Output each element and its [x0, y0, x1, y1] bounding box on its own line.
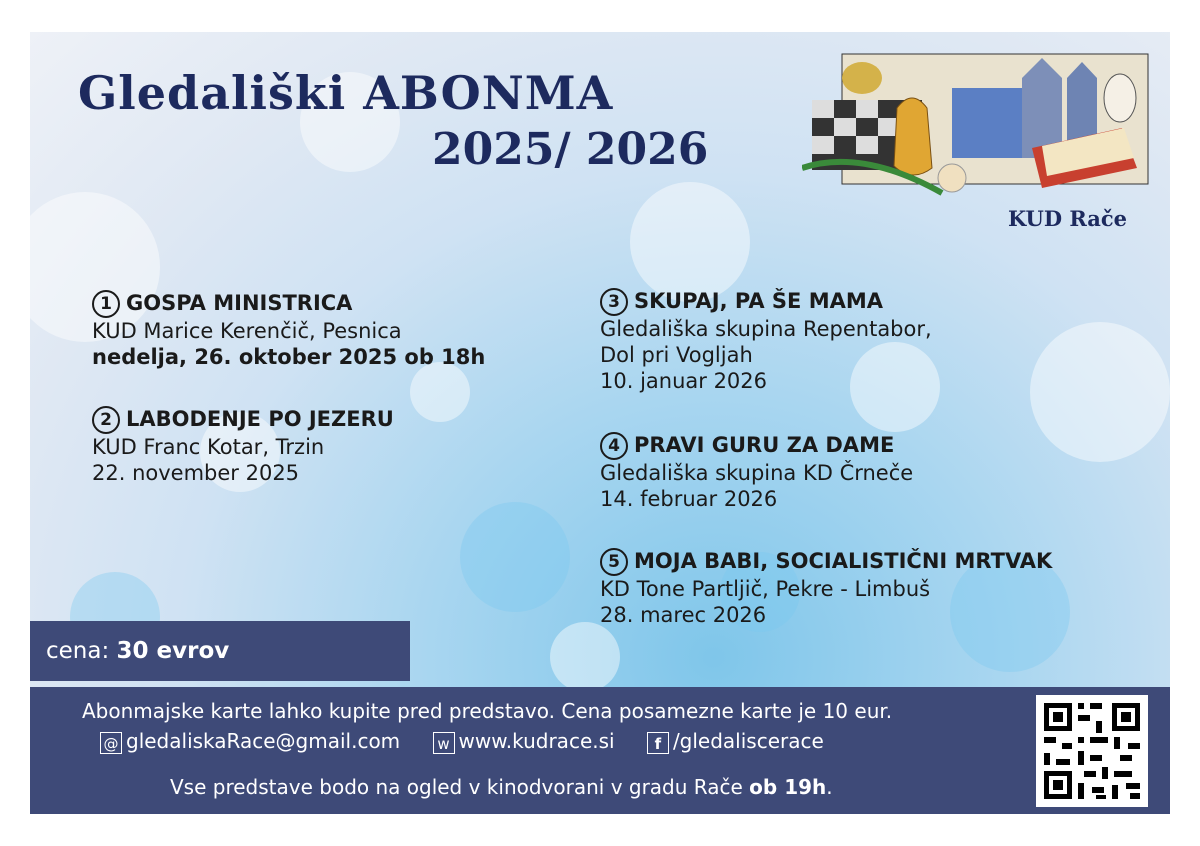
- bokeh-circle: [1030, 322, 1170, 462]
- event-group: KUD Franc Kotar, Trzin: [92, 435, 325, 459]
- poster-title: Gledališki ABONMA: [78, 66, 614, 120]
- event-title: MOJA BABI, SOCIALISTIČNI MRTVAK: [634, 549, 1053, 573]
- bokeh-circle: [630, 182, 750, 302]
- ticket-info: Abonmajske karte lahko kupite pred predstavo. Cena posamezne karte je 10 eur.: [82, 699, 893, 723]
- event-3: [600, 288, 932, 394]
- facebook-link[interactable]: /gledaliscerace: [672, 729, 824, 753]
- email-icon: @: [100, 732, 122, 754]
- qr-code-icon[interactable]: [1036, 695, 1148, 807]
- venue-info: [170, 775, 833, 799]
- event-group: KUD Marice Kerenčič, Pesnica: [92, 319, 402, 343]
- poster: [30, 32, 1170, 814]
- event-date: nedelja, 26. oktober 2025 ob 18h: [92, 345, 486, 369]
- event-title: SKUPAJ, PA ŠE MAMA: [634, 289, 884, 313]
- event-number-badge: 2: [92, 406, 120, 434]
- event-group: Gledališka skupina KD Črneče: [600, 461, 914, 485]
- venue-text: Vse predstave bodo na ogled v kinodvorani v gradu Rače: [170, 775, 743, 799]
- footer-band: [30, 687, 1170, 814]
- facebook-contact[interactable]: [647, 729, 824, 754]
- event-title: PRAVI GURU ZA DAME: [634, 433, 895, 457]
- price-label: cena:: [46, 638, 110, 664]
- event-title: GOSPA MINISTRICA: [126, 291, 353, 315]
- event-group: KD Tone Partljič, Pekre - Limbuš: [600, 577, 931, 601]
- venue-period: .: [826, 775, 833, 799]
- event-5: [600, 548, 1052, 628]
- venue-time: ob 19h: [749, 775, 827, 799]
- season-year: 2025/ 2026: [432, 124, 709, 175]
- facebook-icon: f: [647, 732, 669, 754]
- event-1: [92, 290, 485, 370]
- email-contact[interactable]: [100, 729, 400, 754]
- theatre-artwork-illustration: [802, 48, 1154, 206]
- event-date: 22. november 2025: [92, 461, 300, 485]
- event-number-badge: 4: [600, 432, 628, 460]
- web-icon: w: [433, 732, 455, 754]
- price-value: 30 evrov: [116, 638, 230, 664]
- event-number-badge: 5: [600, 548, 628, 576]
- website-contact[interactable]: [433, 729, 615, 754]
- website-link[interactable]: www.kudrace.si: [458, 729, 615, 753]
- event-2: [92, 406, 394, 486]
- event-number-badge: 1: [92, 290, 120, 318]
- event-group-location: Dol pri Vogljah: [600, 343, 753, 367]
- event-date: 14. februar 2026: [600, 487, 778, 511]
- contact-row: [100, 729, 850, 754]
- event-date: 28. marec 2026: [600, 603, 767, 627]
- bokeh-circle: [460, 502, 570, 612]
- event-group: Gledališka skupina Repentabor,: [600, 317, 932, 341]
- bokeh-circle: [550, 622, 620, 692]
- email-address[interactable]: gledaliskaRace@gmail.com: [126, 729, 401, 753]
- event-title: LABODENJE PO JEZERU: [126, 407, 394, 431]
- event-date: 10. januar 2026: [600, 369, 768, 393]
- event-number-badge: 3: [600, 288, 628, 316]
- organizer-name: KUD Rače: [1008, 206, 1128, 231]
- event-4: [600, 432, 913, 512]
- price-banner: [30, 621, 410, 681]
- bokeh-circle: [410, 362, 470, 422]
